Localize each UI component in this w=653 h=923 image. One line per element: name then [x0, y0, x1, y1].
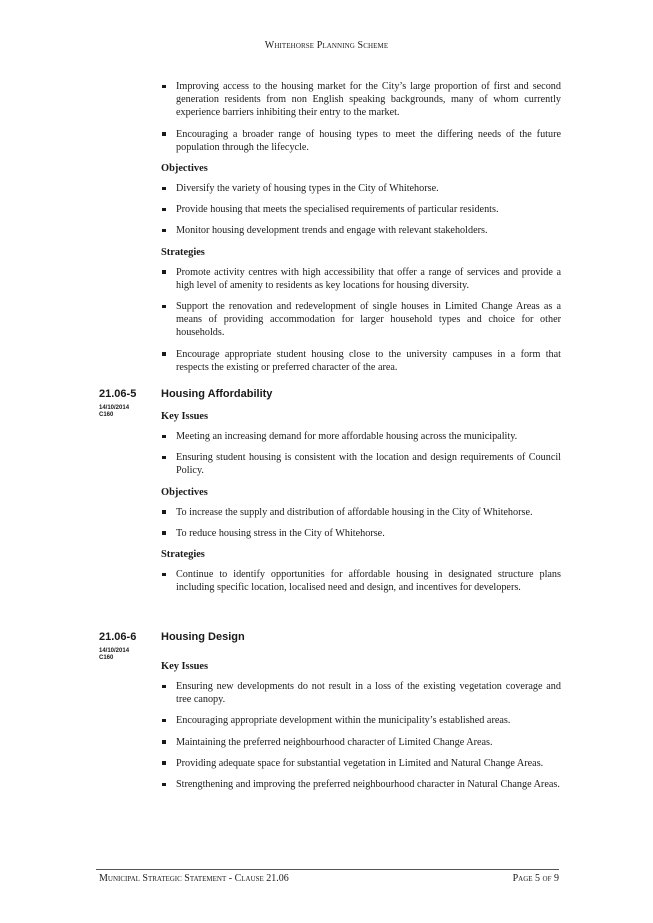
clause-amendment: C160 — [99, 655, 114, 661]
strategies-list — [161, 266, 561, 374]
list-item: To increase the supply and distribution of affordable housing in the City of Whitehorse. — [161, 506, 561, 519]
clause-date: 14/10/2014 — [99, 405, 130, 411]
intro-block — [161, 80, 561, 374]
list-item: Encourage appropriate student housing close to the university campuses in a form that respects the existing or preferred character of the area. — [161, 348, 561, 374]
objectives-list — [161, 506, 561, 540]
housing-design-block — [161, 660, 561, 791]
clause-title: Housing Design — [161, 631, 245, 643]
list-item: Improving access to the housing market for the City’s large proportion of first and second generation residents from non English speaking backgrounds, many of whom currently experience barriers inhibiting their entry to the market. — [161, 80, 561, 120]
list-item: To reduce housing stress in the City of Whitehorse. — [161, 527, 561, 540]
list-item: Continue to identify opportunities for affordable housing in designated structure plans including specific location, localised need and design, and incentives for developers. — [161, 568, 561, 594]
footer-page-number: Page 5 of 9 — [512, 873, 559, 884]
list-item: Strengthening and improving the preferred neighbourhood character in Natural Change Areas. — [161, 778, 561, 791]
list-item: Ensuring new developments do not result in a loss of the existing vegetation coverage and tree canopy. — [161, 680, 561, 706]
list-item: Ensuring student housing is consistent with the location and design requirements of Council Policy. — [161, 451, 561, 477]
list-item: Support the renovation and redevelopment of single houses in Limited Change Areas as a means of providing accommodation for larger household types and choice for other households. — [161, 300, 561, 340]
list-item: Monitor housing development trends and engage with relevant stakeholders. — [161, 224, 561, 237]
clause-number: 21.06-6 — [99, 631, 137, 643]
footer-divider — [96, 869, 559, 870]
key-issues-heading: Key Issues — [161, 661, 209, 672]
list-item: Providing adequate space for substantial vegetation in Limited and Natural Change Areas. — [161, 757, 561, 770]
clause-title: Housing Affordability — [161, 388, 273, 400]
key-issues-list — [161, 680, 561, 791]
housing-affordability-block — [161, 410, 561, 594]
footer-clause-label: Municipal Strategic Statement - Clause 21.06 — [99, 873, 289, 884]
strategies-list — [161, 568, 561, 594]
list-item: Encouraging appropriate development within the municipality’s established areas. — [161, 714, 561, 727]
clause-amendment-meta — [99, 405, 129, 419]
strategies-heading: Strategies — [161, 549, 205, 561]
objectives-list — [161, 182, 561, 238]
clause-date: 14/10/2014 — [99, 648, 130, 654]
list-item: Diversify the variety of housing types in the City of Whitehorse. — [161, 182, 561, 195]
page-header: Whitehorse Planning Scheme — [264, 40, 389, 51]
objectives-heading: Objectives — [161, 486, 208, 498]
list-item: Promote activity centres with high accessibility that offer a range of services and provide a high level of amenity to residents as key locations for housing diversity. — [161, 266, 561, 292]
intro-bullet-list — [161, 80, 561, 154]
strategies-heading: Strategies — [161, 246, 205, 258]
clause-amendment-meta — [99, 648, 129, 662]
list-item: Maintaining the preferred neighbourhood character of Limited Change Areas. — [161, 736, 561, 749]
list-item: Provide housing that meets the specialised requirements of particular residents. — [161, 203, 561, 216]
clause-number: 21.06-5 — [99, 388, 137, 400]
key-issues-list — [161, 430, 561, 478]
key-issues-heading: Key Issues — [161, 411, 209, 422]
list-item: Encouraging a broader range of housing types to meet the differing needs of the future population through the lifecycle. — [161, 128, 561, 154]
objectives-heading: Objectives — [161, 163, 208, 175]
list-item: Meeting an increasing demand for more affordable housing across the municipality. — [161, 430, 561, 443]
clause-amendment: C160 — [99, 412, 114, 418]
